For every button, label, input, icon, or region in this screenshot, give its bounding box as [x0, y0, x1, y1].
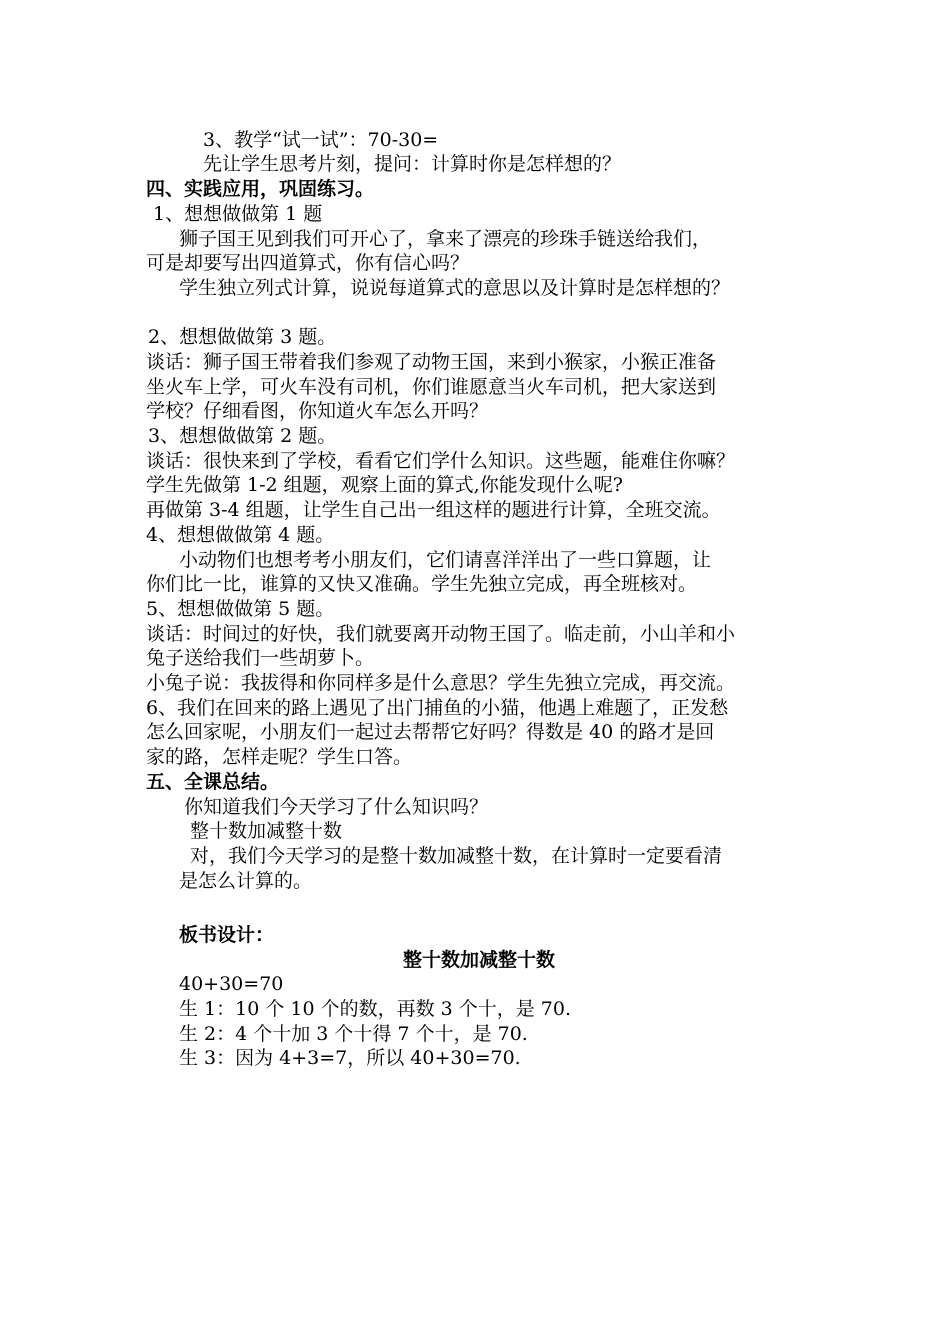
paragraph: 狮子国王见到我们可开心了，拿来了漂亮的珍珠手链送给我们， — [179, 228, 712, 250]
board-title: 整十数加减整十数 — [403, 949, 556, 971]
paragraph: 小兔子说：我拔得和你同样多是什么意思？学生先独立完成，再交流。 — [146, 672, 736, 694]
paragraph: 学生独立列式计算，说说每道算式的意思以及计算时是怎样想的？ — [179, 277, 731, 299]
paragraph: 你们比一比，谁算的又快又准确。学生先独立完成，再全班核对。 — [146, 573, 698, 595]
step-try-it: 3、教学“试一试”：70-30= — [203, 129, 439, 151]
paragraph: 怎么回家呢，小朋友们一起过去帮帮它好吗？得数是 40 的路才是回 — [146, 721, 715, 743]
paragraph: 可是却要写出四道算式，你有信心吗？ — [146, 252, 470, 274]
paragraph: 谈话：时间过的好快，我们就要离开动物王国了。临走前，小山羊和小 — [146, 623, 736, 645]
paragraph: 坐火车上学，可火车没有司机，你们谁愿意当火车司机，把大家送到 — [146, 376, 717, 398]
list-item: 6、我们在回来的路上遇见了出门捕鱼的小猫，他遇上难题了，正发愁 — [146, 697, 729, 719]
paragraph: 是怎么计算的。 — [179, 870, 313, 892]
paragraph: 家的路，怎样走呢？学生口答。 — [146, 746, 413, 768]
student-answer: 生 2：4 个十加 3 个十得 7 个十，是 70. — [179, 1023, 528, 1045]
paragraph: 学校？仔细看图，你知道火车怎么开吗？ — [146, 400, 489, 422]
student-answer: 生 1：10 个 10 个的数，再数 3 个十，是 70. — [179, 998, 572, 1020]
paragraph: 你知道我们今天学习了什么知识吗？ — [184, 796, 489, 818]
paragraph: 谈话：很快来到了学校，看看它们学什么知识。这些题，能难住你嘛？ — [146, 450, 736, 472]
section-heading-summary: 五、全课总结。 — [146, 771, 280, 793]
paragraph: 先让学生思考片刻，提问：计算时你是怎样想的？ — [203, 153, 622, 175]
list-item: 1、想想做做第 1 题 — [153, 203, 323, 225]
paragraph: 兔子送给我们一些胡萝卜。 — [146, 647, 375, 669]
list-item: 2、想想做做第 3 题。 — [148, 326, 337, 348]
paragraph: 谈话：狮子国王带着我们参观了动物王国，来到小猴家，小猴正准备 — [146, 351, 717, 373]
list-item: 5、想想做做第 5 题。 — [146, 598, 335, 620]
paragraph: 小动物们也想考考小朋友们，它们请喜洋洋出了一些口算题，让 — [179, 549, 712, 571]
equation: 40+30=70 — [179, 973, 284, 995]
list-item: 3、想想做做第 2 题。 — [148, 425, 337, 447]
paragraph: 对，我们今天学习的是整十数加减整十数，在计算时一定要看清 — [190, 845, 723, 867]
paragraph: 再做第 3-4 组题，让学生自己出一组这样的题进行计算，全班交流。 — [146, 499, 721, 521]
board-design-heading: 板书设计： — [179, 924, 275, 946]
section-heading-practice: 四、实践应用，巩固练习。 — [146, 178, 375, 200]
list-item: 4、想想做做第 4 题。 — [146, 524, 335, 546]
student-answer: 生 3：因为 4+3=7，所以 40+30=70. — [179, 1047, 521, 1069]
paragraph: 整十数加减整十数 — [190, 820, 343, 842]
paragraph: 学生先做第 1-2 组题，观察上面的算式,你能发现什么呢? — [146, 474, 623, 496]
